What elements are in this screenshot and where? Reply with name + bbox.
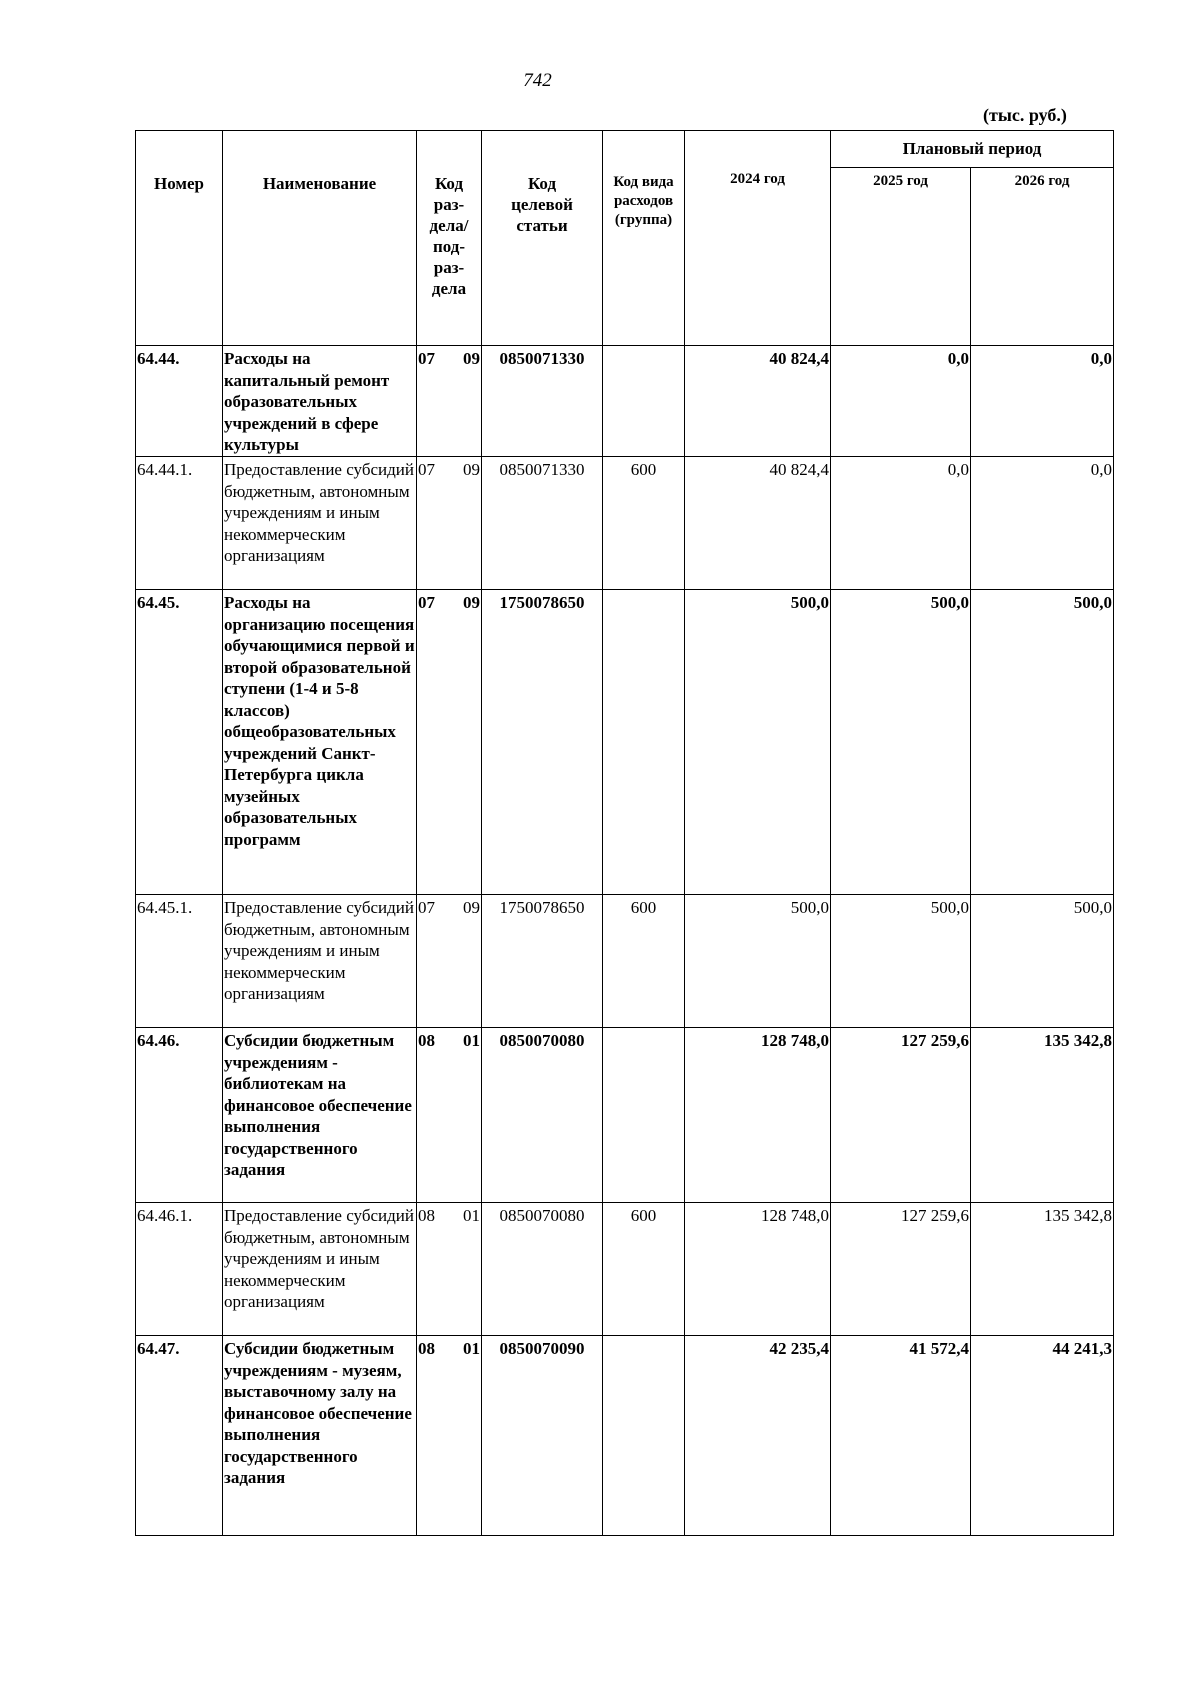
row-name: Расходы на организацию посещения обучающимися первой и второй образовательной ступени (1-4 и 5-8 классов) общеобразовательных учреждений Санкт-Петербурга цикла музейных образовательных программ (223, 590, 417, 895)
row-razdel (417, 1203, 482, 1336)
row-razdel (417, 590, 482, 895)
row-y2024: 500,0 (685, 895, 831, 1028)
row-razdel-code: 07 (418, 349, 435, 368)
row-y2025: 500,0 (831, 895, 971, 1028)
row-y2026: 135 342,8 (971, 1028, 1114, 1203)
row-razdel (417, 346, 482, 457)
row-number: 64.46.1. (136, 1203, 223, 1336)
row-target: 1750078650 (482, 590, 603, 895)
table-row (136, 895, 1114, 1028)
table-row (136, 1028, 1114, 1203)
row-name: Субсидии бюджетным учреждениям - библиотекам на финансовое обеспечение выполнения государственного задания (223, 1028, 417, 1203)
header-target-line: статьи (516, 216, 568, 235)
row-group (603, 346, 685, 457)
header-razdel-line: под- (432, 237, 466, 256)
header-group-line: расходов (613, 193, 674, 209)
row-y2026: 500,0 (971, 895, 1114, 1028)
row-y2025: 500,0 (831, 590, 971, 895)
table-body (136, 346, 1114, 1536)
row-y2025: 127 259,6 (831, 1028, 971, 1203)
row-y2024: 500,0 (685, 590, 831, 895)
header-target-line: Код (527, 174, 557, 193)
row-y2024: 128 748,0 (685, 1203, 831, 1336)
row-razdel-code: 08 (418, 1206, 435, 1225)
header-year-2026: 2026 год (971, 168, 1114, 346)
row-razdel-code: 08 (418, 1031, 435, 1050)
header-group-line: (группа) (614, 212, 673, 228)
row-podrazdel-code: 01 (463, 1339, 480, 1358)
row-number: 64.45. (136, 590, 223, 895)
row-target: 1750078650 (482, 895, 603, 1028)
units-label: (тыс. руб.) (983, 105, 1067, 125)
row-number: 64.46. (136, 1028, 223, 1203)
row-number: 64.45.1. (136, 895, 223, 1028)
row-podrazdel-code: 01 (463, 1206, 480, 1225)
header-year-2025: 2025 год (831, 168, 971, 346)
table-header (136, 131, 1114, 346)
row-y2025: 0,0 (831, 346, 971, 457)
header-target (482, 131, 603, 346)
row-target: 0850071330 (482, 346, 603, 457)
header-razdel-line: раз- (433, 258, 465, 277)
row-group (603, 1336, 685, 1536)
row-group: 600 (603, 457, 685, 590)
row-razdel-code: 07 (418, 593, 435, 612)
row-y2026: 0,0 (971, 457, 1114, 590)
row-number: 64.47. (136, 1336, 223, 1536)
row-razdel (417, 1028, 482, 1203)
row-podrazdel-code: 01 (463, 1031, 480, 1050)
header-target-line: целевой (511, 195, 573, 214)
row-y2024: 40 824,4 (685, 346, 831, 457)
row-y2026: 0,0 (971, 346, 1114, 457)
header-razdel-line: Код (434, 174, 464, 193)
row-y2024: 42 235,4 (685, 1336, 831, 1536)
row-y2025: 41 572,4 (831, 1336, 971, 1536)
row-name: Субсидии бюджетным учреждениям - музеям, выставочному залу на финансовое обеспечение выполнения государственного задания (223, 1336, 417, 1536)
header-number: Номер (136, 131, 223, 346)
row-number: 64.44.1. (136, 457, 223, 590)
header-plan-period: Плановый период (831, 131, 1114, 168)
row-y2026: 44 241,3 (971, 1336, 1114, 1536)
row-razdel-code: 07 (418, 460, 435, 479)
row-podrazdel-code: 09 (463, 898, 480, 917)
row-razdel (417, 1336, 482, 1536)
row-podrazdel-code: 09 (463, 349, 480, 368)
row-target: 0850071330 (482, 457, 603, 590)
row-podrazdel-code: 09 (463, 593, 480, 612)
header-year-2024: 2024 год (685, 131, 831, 346)
header-razdel-line: дела/ (429, 216, 469, 235)
header-group (603, 131, 685, 346)
row-razdel (417, 457, 482, 590)
row-name: Предоставление субсидий бюджетным, автономным учреждениям и иным некоммерческим организациям (223, 1203, 417, 1336)
table-row (136, 346, 1114, 457)
row-target: 0850070090 (482, 1336, 603, 1536)
header-name: Наименование (223, 131, 417, 346)
table-row (136, 457, 1114, 590)
row-target: 0850070080 (482, 1203, 603, 1336)
row-razdel (417, 895, 482, 1028)
table-row (136, 1336, 1114, 1536)
row-group: 600 (603, 895, 685, 1028)
row-y2026: 500,0 (971, 590, 1114, 895)
page-number: 742 (523, 70, 552, 91)
header-razdel (417, 131, 482, 346)
row-y2026: 135 342,8 (971, 1203, 1114, 1336)
row-y2024: 40 824,4 (685, 457, 831, 590)
row-y2024: 128 748,0 (685, 1028, 831, 1203)
budget-table (135, 130, 1114, 1536)
row-group (603, 590, 685, 895)
header-razdel-line: раз- (433, 195, 465, 214)
row-razdel-code: 08 (418, 1339, 435, 1358)
row-group (603, 1028, 685, 1203)
row-target: 0850070080 (482, 1028, 603, 1203)
row-name: Предоставление субсидий бюджетным, автономным учреждениям и иным некоммерческим организациям (223, 895, 417, 1028)
header-group-line: Код вида (613, 174, 674, 190)
row-razdel-code: 07 (418, 898, 435, 917)
table-row (136, 590, 1114, 895)
row-group: 600 (603, 1203, 685, 1336)
row-name: Предоставление субсидий бюджетным, автономным учреждениям и иным некоммерческим организациям (223, 457, 417, 590)
row-name: Расходы на капитальный ремонт образовательных учреждений в сфере культуры (223, 346, 417, 457)
row-y2025: 0,0 (831, 457, 971, 590)
row-number: 64.44. (136, 346, 223, 457)
row-y2025: 127 259,6 (831, 1203, 971, 1336)
header-razdel-line: дела (431, 279, 467, 298)
table-row (136, 1203, 1114, 1336)
row-podrazdel-code: 09 (463, 460, 480, 479)
